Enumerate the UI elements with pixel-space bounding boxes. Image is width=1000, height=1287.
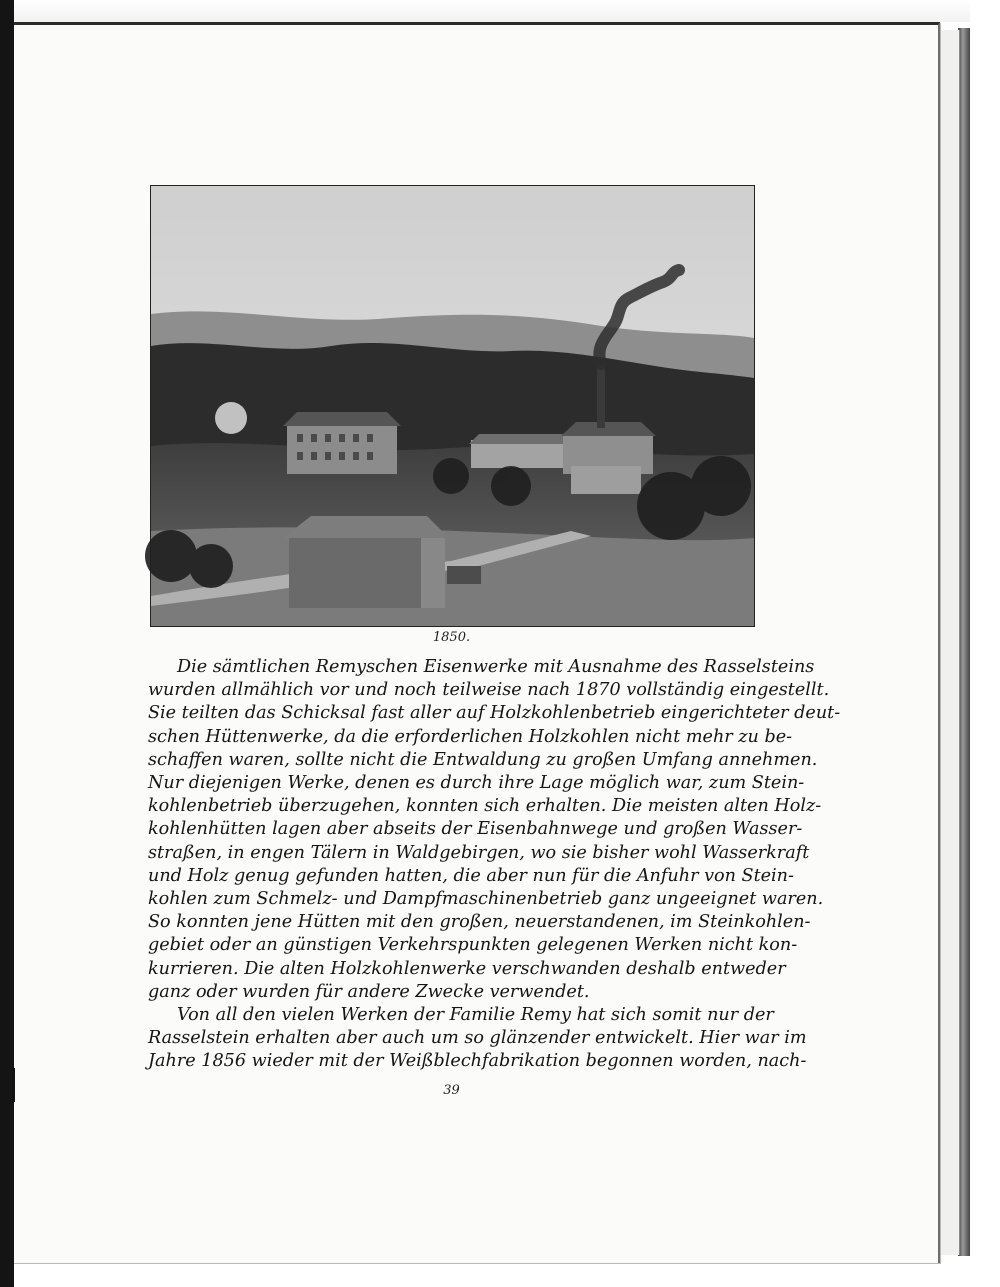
text-line: Die sämtlichen Remyschen Eisenwerke mit Ausnahme des Rasselsteins [177,657,815,677]
scan-top-edge [0,0,1000,22]
text-line: kohlenbetrieb überzugehen, konnten sich erhalten. Die meisten alten Holz- [148,796,822,817]
historic-ironworks-photograph [150,185,755,627]
photo-roof-left [283,412,401,426]
text-line: kohlenhütten lagen aber abseits der Eisenbahnwege und großen Wasser- [148,819,803,840]
text-line: schaffen waren, sollte nicht die Entwaldung zu großen Umfang annehmen. [148,749,818,770]
text-line: kohlen zum Schmelz- und Dampfmaschinenbetrieb ganz ungeeignet waren. [148,889,824,910]
page-stack-edge [951,30,960,1255]
photo-caption: 1850. [432,630,471,645]
scan-right-margin [970,0,1000,1287]
binding-mark [12,1068,15,1102]
text-line: wurden allmählich vor und noch teilweise nach 1870 vollständig eingestellt. [148,680,830,701]
page-number: 39 [443,1083,460,1098]
text-line: Nur diejenigen Werke, denen es durch ihre Lage möglich war, zum Stein- [148,773,805,794]
text-line: ganz oder wurden für andere Zwecke verwendet. [148,981,590,1002]
text-line: Rasselstein erhalten aber auch um so glänzender entwickelt. Hier war im [148,1028,807,1049]
text-line: Sie teilten das Schicksal fast aller auf Holzkohlenbetrieb eingerichteter deut- [148,703,841,724]
photo-chimney [597,366,605,428]
text-line: Von all den vielen Werken der Familie Remy hat sich somit nur der [177,1005,774,1026]
body-text [148,656,841,1074]
photo-works-building [471,440,571,468]
text-line: kurrieren. Die alten Holzkohlenwerke verschwanden deshalb entweder [148,958,786,979]
text-line: Jahre 1856 wieder mit der Weißblechfabrikation begonnen worden, nach- [148,1051,807,1072]
text-line: gebiet oder an günstigen Verkehrspunkten gelegenen Werken nicht kon- [148,935,798,956]
photo-blossom-tree [215,402,247,434]
text-line: So konnten jene Hütten mit den großen, neuerstandenen, im Steinkohlen- [148,912,811,933]
text-line: straßen, in engen Tälern in Waldgebirgen, wo sie bisher wohl Wasserkraft [148,842,810,863]
text-line: und Holz genug gefunden hatten, die aber nun für die Anfuhr von Stein- [148,865,794,886]
text-line: schen Hüttenwerke, da die erforderlichen Holzkohlen nicht mehr zu be- [148,726,793,747]
photo-building-left [287,422,397,474]
